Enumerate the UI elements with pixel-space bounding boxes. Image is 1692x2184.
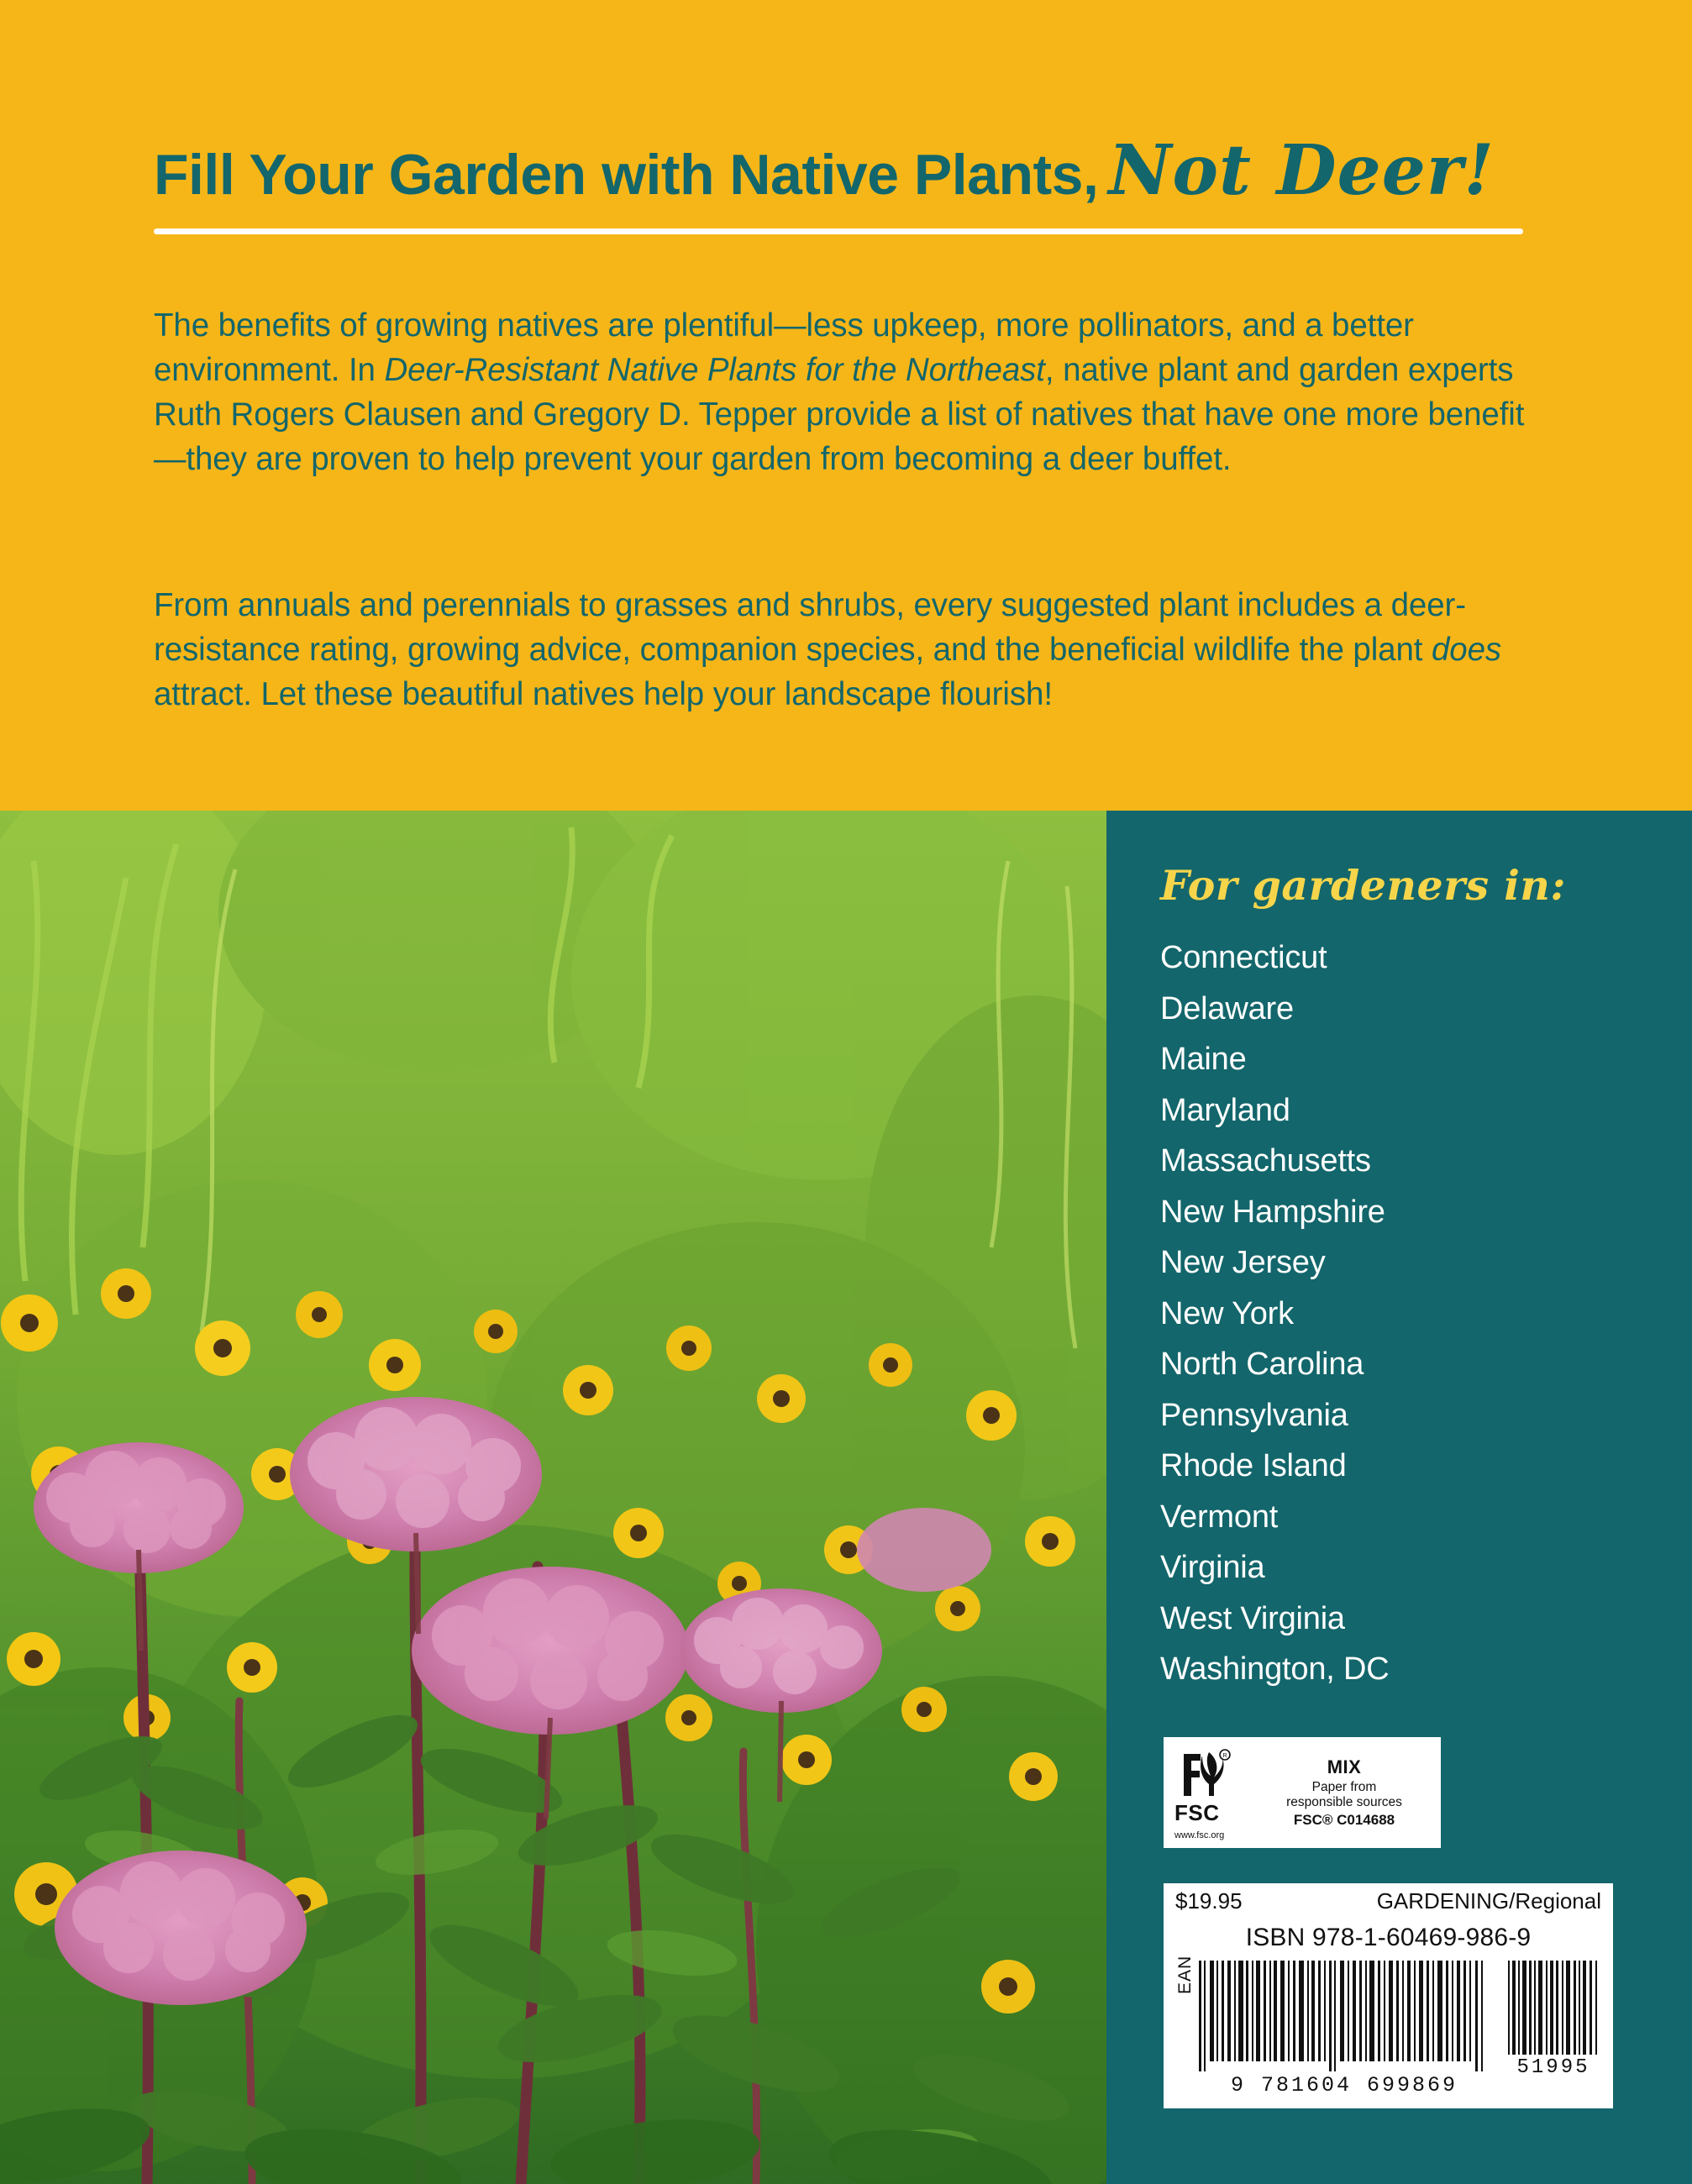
blurb-p1-pre: The benefits of growing natives are plentiful—less upkeep, more pollinators, and a better environment. In (154, 307, 1414, 388)
isbn-top-row (1164, 1888, 1613, 1914)
isbn-number: ISBN 978-1-60469-986-9 (1245, 1924, 1532, 1951)
list-item: West Virginia (1160, 1600, 1345, 1636)
list-item: Virginia (1160, 1550, 1265, 1585)
list-item: Pennsylvania (1160, 1397, 1348, 1433)
headline-script: Not Deer! (1108, 130, 1495, 211)
blurb-p2-post: attract. Let these beautiful natives help your landscape flourish! (154, 675, 1053, 712)
fsc-mix-label: MIX (1327, 1756, 1362, 1778)
list-item: Rhode Island (1160, 1448, 1347, 1483)
fsc-text-block (1253, 1756, 1441, 1829)
fsc-line-2: responsible sources (1286, 1794, 1402, 1809)
book-title-italic: Deer-Resistant Native Plants for the Northeast (384, 351, 1045, 388)
for-gardeners-heading: For gardeners in: (1160, 861, 1567, 910)
list-item: Vermont (1160, 1499, 1279, 1535)
blurb-panel (0, 0, 1692, 811)
ean13-barcode (1197, 1961, 1491, 2071)
fsc-tree-icon (1175, 1747, 1231, 1803)
fsc-code: FSC® C014688 (1293, 1811, 1395, 1828)
fsc-certification-box (1164, 1737, 1441, 1848)
svg-text:R: R (1222, 1753, 1227, 1759)
states-list (1160, 932, 1664, 1695)
fsc-url: www.fsc.org (1174, 1830, 1225, 1840)
list-item: Washington, DC (1160, 1651, 1390, 1687)
list-item: Connecticut (1160, 940, 1327, 975)
fsc-line-1: Paper from (1311, 1780, 1377, 1795)
garden-photo (0, 811, 1106, 2184)
list-item: Maine (1160, 1042, 1247, 1077)
emphasis-does: does (1432, 631, 1502, 668)
list-item: New York (1160, 1295, 1294, 1331)
blurb-p2-pre: From annuals and perennials to grasses and shrubs, every suggested plant includes a deer-resistance rating, growing advice, companion species, and the beneficial wildlife the plant (154, 586, 1466, 668)
list-item: North Carolina (1160, 1347, 1364, 1382)
headline-main: Fill Your Garden with Native Plants, (154, 143, 1099, 207)
blurb-paragraph-1 (154, 303, 1532, 482)
addon-digits: 51995 (1516, 2056, 1590, 2079)
page-title (154, 130, 1548, 211)
isbn-barcode-box (1164, 1883, 1613, 2108)
blurb-paragraph-2 (154, 583, 1532, 717)
list-item: Maryland (1160, 1092, 1290, 1128)
ean5-addon-barcode (1506, 1961, 1600, 2055)
barcode-digits: 9 781604 699869 (1230, 2073, 1458, 2097)
list-item: New Jersey (1160, 1245, 1326, 1280)
list-item: Massachusetts (1160, 1143, 1371, 1179)
fsc-wordmark: FSC (1174, 1800, 1220, 1825)
ean-label: EAN (1175, 1955, 1195, 1994)
list-item: New Hampshire (1160, 1194, 1385, 1230)
list-item: Delaware (1160, 990, 1294, 1026)
category-label: GARDENING/Regional (1376, 1888, 1601, 1914)
fsc-logo (1164, 1737, 1253, 1848)
price-label: $19.95 (1175, 1888, 1243, 1914)
title-divider (154, 228, 1523, 234)
blurb-p1-post: , native plant and garden experts Ruth Rogers Clausen and Gregory D. Tepper provide a list of natives that have one more benefit—they are proven to help prevent your garden from becoming a deer buffet. (154, 351, 1525, 477)
